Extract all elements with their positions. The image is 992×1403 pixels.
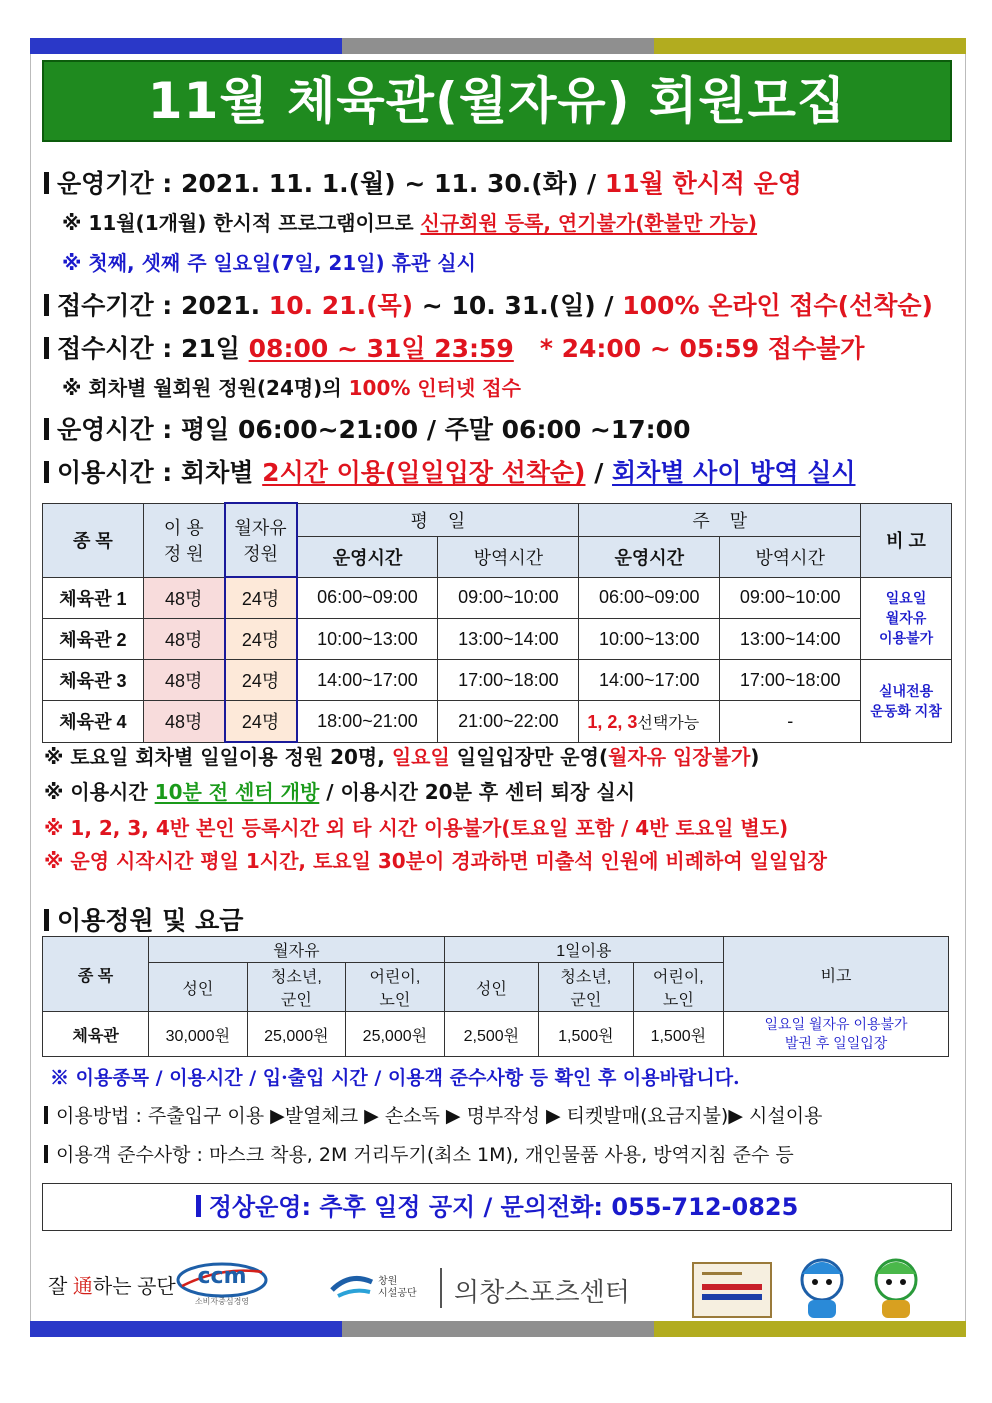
header-item: 종 목 [43, 503, 144, 577]
reception-time-line: 접수시간 : 21일 08:00 ~ 31일 23:59 * 24:00 ~ 05:59 접수불가 [44, 329, 864, 365]
table-row: 체육관 2 48명 24명 10:00~13:00 13:00~14:00 10:00~13:00 13:00~14:00 [43, 619, 952, 660]
fees-section-title: 이용정원 및 요금 [44, 901, 243, 937]
rule-open-time: ※ 이용시간 10분 전 센터 개방 / 이용시간 20분 후 센터 퇴장 실시 [44, 780, 636, 804]
operating-hours-line: 운영시간 : 평일 06:00~21:00 / 주말 06:00 ~17:00 [44, 410, 690, 446]
divider [440, 1268, 442, 1308]
table-row: 체육관 4 48명 24명 18:00~21:00 21:00~22:00 1, 2, 3선택가능 - [43, 701, 952, 743]
header-weekday-op: 운영시간 [297, 536, 438, 577]
mascot-blue-icon [788, 1256, 856, 1324]
note-sunday: 일요일 월자유 이용불가 [861, 577, 952, 660]
period-line: 운영기간 : 2021. 11. 1.(월) ~ 11. 30.(화) / 11월 한시적 운영 [44, 164, 802, 200]
usage-time-line: 이용시간 : 회차별 2시간 이용(일일입장 선착순) / 회차별 사이 방역 실시 [44, 453, 856, 489]
header-capacity: 이 용 정 원 [143, 503, 224, 577]
header-monthly: 월자유 정원 [225, 503, 297, 577]
check-notice: ※ 이용종목 / 이용시간 / 입·출입 시간 / 이용객 준수사항 등 확인 후 이용바랍니다. [50, 1067, 740, 1089]
page-title: 11월 체육관(월자유) 회원모집 [42, 60, 952, 142]
header-weekday-disinfect: 방역시간 [438, 536, 579, 577]
rule-daily-entry: ※ 운영 시작시간 평일 1시간, 토요일 30분이 경과하면 미출석 인원에 비례하여 일일입장 [44, 849, 827, 873]
certification-icon [694, 1264, 770, 1316]
rule-saturday: ※ 토요일 회차별 일일이용 정원 20명, 일요일 일일입장만 운영(월자유 입장불가) [44, 745, 760, 769]
mascot-green-icon [862, 1256, 930, 1324]
slogan: 잘 通하는 공단 [48, 1276, 176, 1298]
note-shoes: 실내전용 운동화 지참 [861, 660, 952, 743]
bottom-color-stripe [30, 1321, 966, 1337]
org-swoosh-icon [330, 1272, 374, 1302]
note-internet: ※ 회차별 월회원 정원(24명)의 100% 인터넷 접수 [62, 376, 521, 400]
reception-period-line: 접수기간 : 2021. 10. 21.(목) ~ 10. 31.(일) / 100% 온라인 접수(선착순) [44, 286, 933, 322]
header-weekend-op: 운영시간 [579, 536, 720, 577]
header-note: 비 고 [861, 503, 952, 577]
certification-badge [692, 1262, 772, 1318]
contact-box: 정상운영: 추후 일정 공지 / 문의전화: 055-712-0825 [42, 1183, 952, 1231]
top-color-stripe [30, 38, 966, 54]
note-refund: ※ 11월(1개월) 한시적 프로그램이므로 신규회원 등록, 연기불가(환불만 가능) [62, 211, 758, 235]
note-closed-days: ※ 첫째, 셋째 주 일요일(7일, 21일) 휴관 실시 [62, 251, 476, 275]
center-name: 의창스포츠센터 [454, 1277, 630, 1307]
header-weekend: 주 말 [579, 503, 861, 536]
table-row: 체육관 1 48명 24명 06:00~09:00 09:00~10:00 06:00~09:00 09:00~10:00 일요일 월자유 이용불가 [43, 577, 952, 619]
table-row: 체육관 30,000원 25,000원 25,000원 2,500원 1,500원 1,500원 일요일 월자유 이용불가 발권 후 일일입장 [43, 1012, 949, 1057]
fees-table: 종 목 월자유 1일이용 비고 성인 청소년, 군인 어린이, 노인 성인 청소년, 군인 어린이, 노인 체육관 30,000원 25,000원 25,000원 2,500원 1,500원 1,500원 일요일 월자유 이용불가 발권 후 일일입장 [42, 936, 949, 1057]
header-weekday: 평 일 [297, 503, 579, 536]
header-weekend-disinfect: 방역시간 [720, 536, 861, 577]
table-row: 체육관 3 48명 24명 14:00~17:00 17:00~18:00 14:00~17:00 17:00~18:00 실내전용 운동화 지참 [43, 660, 952, 701]
ccm-logo: ccm 소비자중심경영 [176, 1262, 268, 1312]
rule-registered-time: ※ 1, 2, 3, 4반 본인 등록시간 외 타 시간 이용불가(토요일 포함 / 4반 토요일 별도) [44, 816, 789, 840]
schedule-table [42, 502, 952, 743]
compliance-line: 이용객 준수사항 : 마스크 착용, 2M 거리두기(최소 1M), 개인물품 사용, 방역지침 준수 등 [44, 1140, 794, 1167]
org-logo [330, 1272, 374, 1306]
bullet-bar [44, 172, 49, 194]
org-name-small: 창원 시설공단 [378, 1276, 417, 1299]
usage-method-line: 이용방법 : 주출입구 이용 ▶발열체크 ▶ 손소독 ▶ 명부작성 ▶ 티켓발매(요금지불)▶ 시설이용 [44, 1101, 822, 1128]
